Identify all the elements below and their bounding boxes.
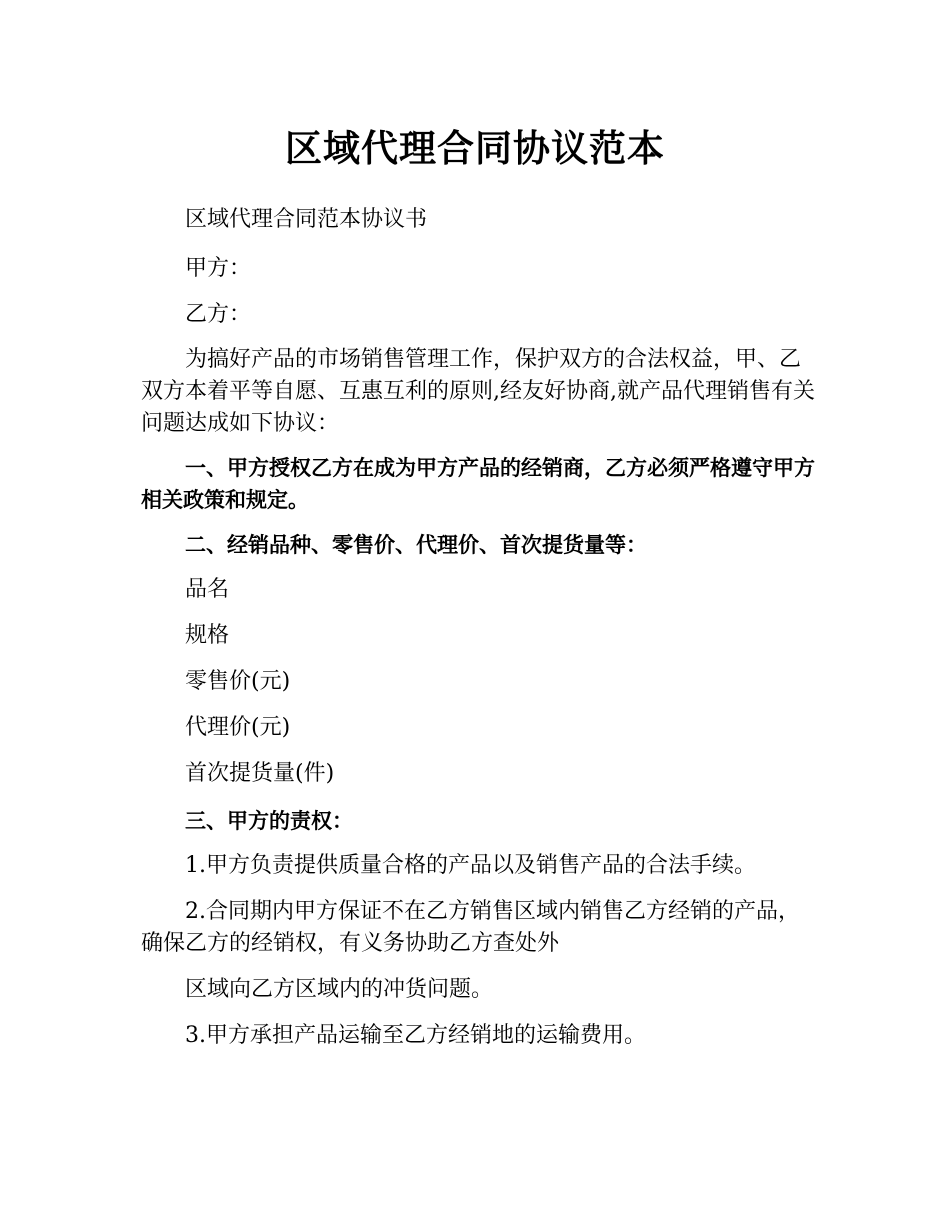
item-first-order-quantity: 首次提货量(件) (185, 761, 335, 786)
paragraph-party-a: 甲方： (185, 256, 252, 281)
paragraph-preamble: 为搞好产品的市场销售管理工作，保护双方的合法权益，甲、乙双方本着平等自愿、互惠互利的原则,经友好协商,就产品代理销售有关问题达成如下协议： (141, 347, 815, 436)
clause-3-item-1: 1.甲方负责提供质量合格的产品以及销售产品的合法手续。 (185, 853, 756, 878)
document-title: 区域代理合同协议范本 (285, 127, 665, 170)
paragraph-party-b: 乙方： (185, 302, 252, 327)
item-specification: 规格 (185, 623, 230, 648)
item-retail-price: 零售价(元) (185, 669, 291, 694)
clause-2-heading: 二、经销品种、零售价、代理价、首次提货量等： (185, 533, 647, 557)
clause-3-item-2: 2.合同期内甲方保证不在乙方销售区域内销售乙方经销的产品，确保乙方的经销权，有义务协助乙方查处外 (141, 899, 800, 956)
item-product-name: 品名 (185, 577, 230, 602)
clause-3-item-3: 3.甲方承担产品运输至乙方经销地的运输费用。 (185, 1023, 646, 1048)
item-agency-price: 代理价(元) (185, 715, 291, 740)
paragraph-agreement-name: 区域代理合同范本协议书 (185, 207, 428, 232)
clause-1-heading: 一、甲方授权乙方在成为甲方产品的经销商，乙方必须严格遵守甲方相关政策和规定。 (141, 456, 815, 512)
clause-3-item-2-continued: 区域向乙方区域内的冲货问题。 (185, 977, 494, 1002)
clause-3-heading: 三、甲方的责权： (185, 809, 353, 833)
